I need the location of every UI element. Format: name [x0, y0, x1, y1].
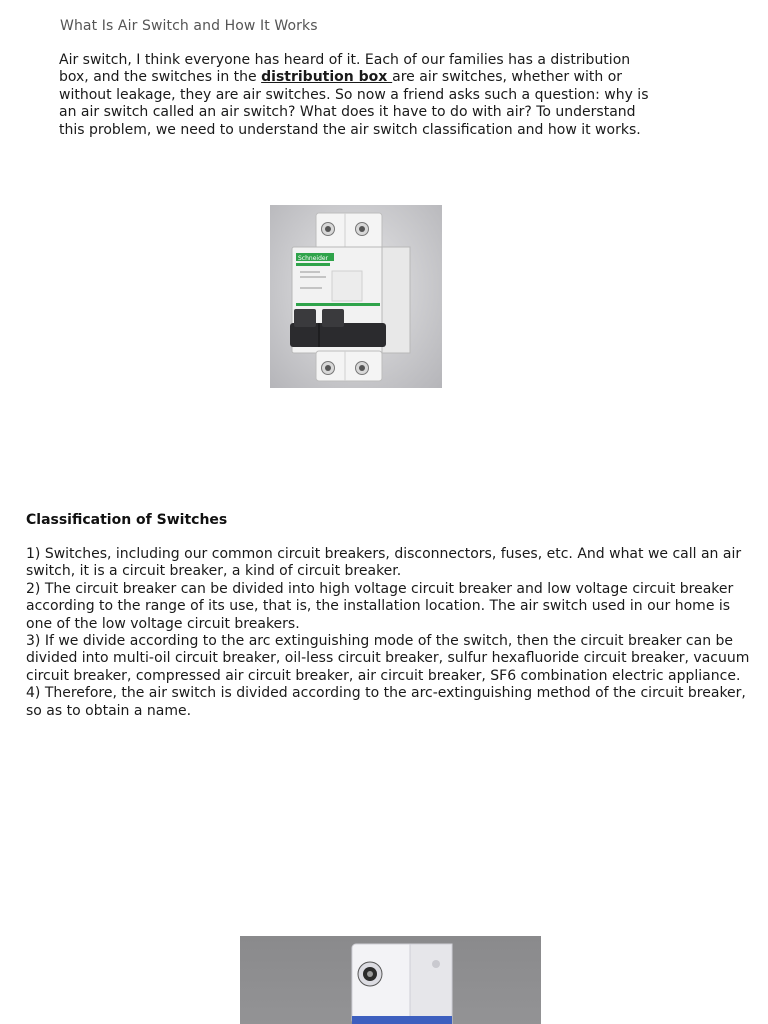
distribution-box-link[interactable]: distribution box — [261, 69, 393, 86]
classification-list — [26, 546, 754, 720]
list-item: 2) The circuit breaker can be divided into high voltage circuit breaker and low voltage circuit breaker according to the range of its use, that is, the installation location. The air switch used in our home is one of the low voltage circuit breakers. — [26, 580, 734, 632]
section-heading: Classification of Switches — [26, 512, 228, 528]
breaker-brand-label: Schneider — [298, 255, 329, 262]
single-pole-breaker-illustration — [240, 936, 541, 1024]
intro-text-after-link: are air switches, whether with or without leakage, they are air switches. So now a friend asks such a question: why is an air switch called an air switch? What does it have to do with air? To understand this problem, we need to understand the air switch classification and how it works. — [59, 69, 649, 138]
breaker-photo-two-pole — [270, 205, 442, 388]
list-item: 1) Switches, including our common circuit breakers, disconnectors, fuses, etc. And what we call an air switch, it is a circuit breaker, a kind of circuit breaker. — [26, 546, 742, 580]
list-item: 3) If we divide according to the arc extinguishing mode of the switch, then the circuit breaker can be divided into multi-oil circuit breaker, oil-less circuit breaker, sulfur hexafluoride circuit breaker, vacuum circuit breaker, compressed air circuit breaker, air circuit breaker, SF6 combination electric appliance. — [26, 633, 750, 684]
intro-text-before-link: Air switch, I think everyone has heard of it. Each of our families has a distribution box, and the switches in the — [59, 52, 631, 86]
two-pole-breaker-illustration — [270, 205, 442, 388]
list-item: 4) Therefore, the air switch is divided according to the arc-extinguishing method of the circuit breaker, so as to obtain a name. — [26, 685, 746, 719]
intro-paragraph — [59, 52, 659, 139]
article-title: What Is Air Switch and How It Works — [60, 18, 318, 34]
breaker-photo-single-pole — [240, 936, 541, 1024]
